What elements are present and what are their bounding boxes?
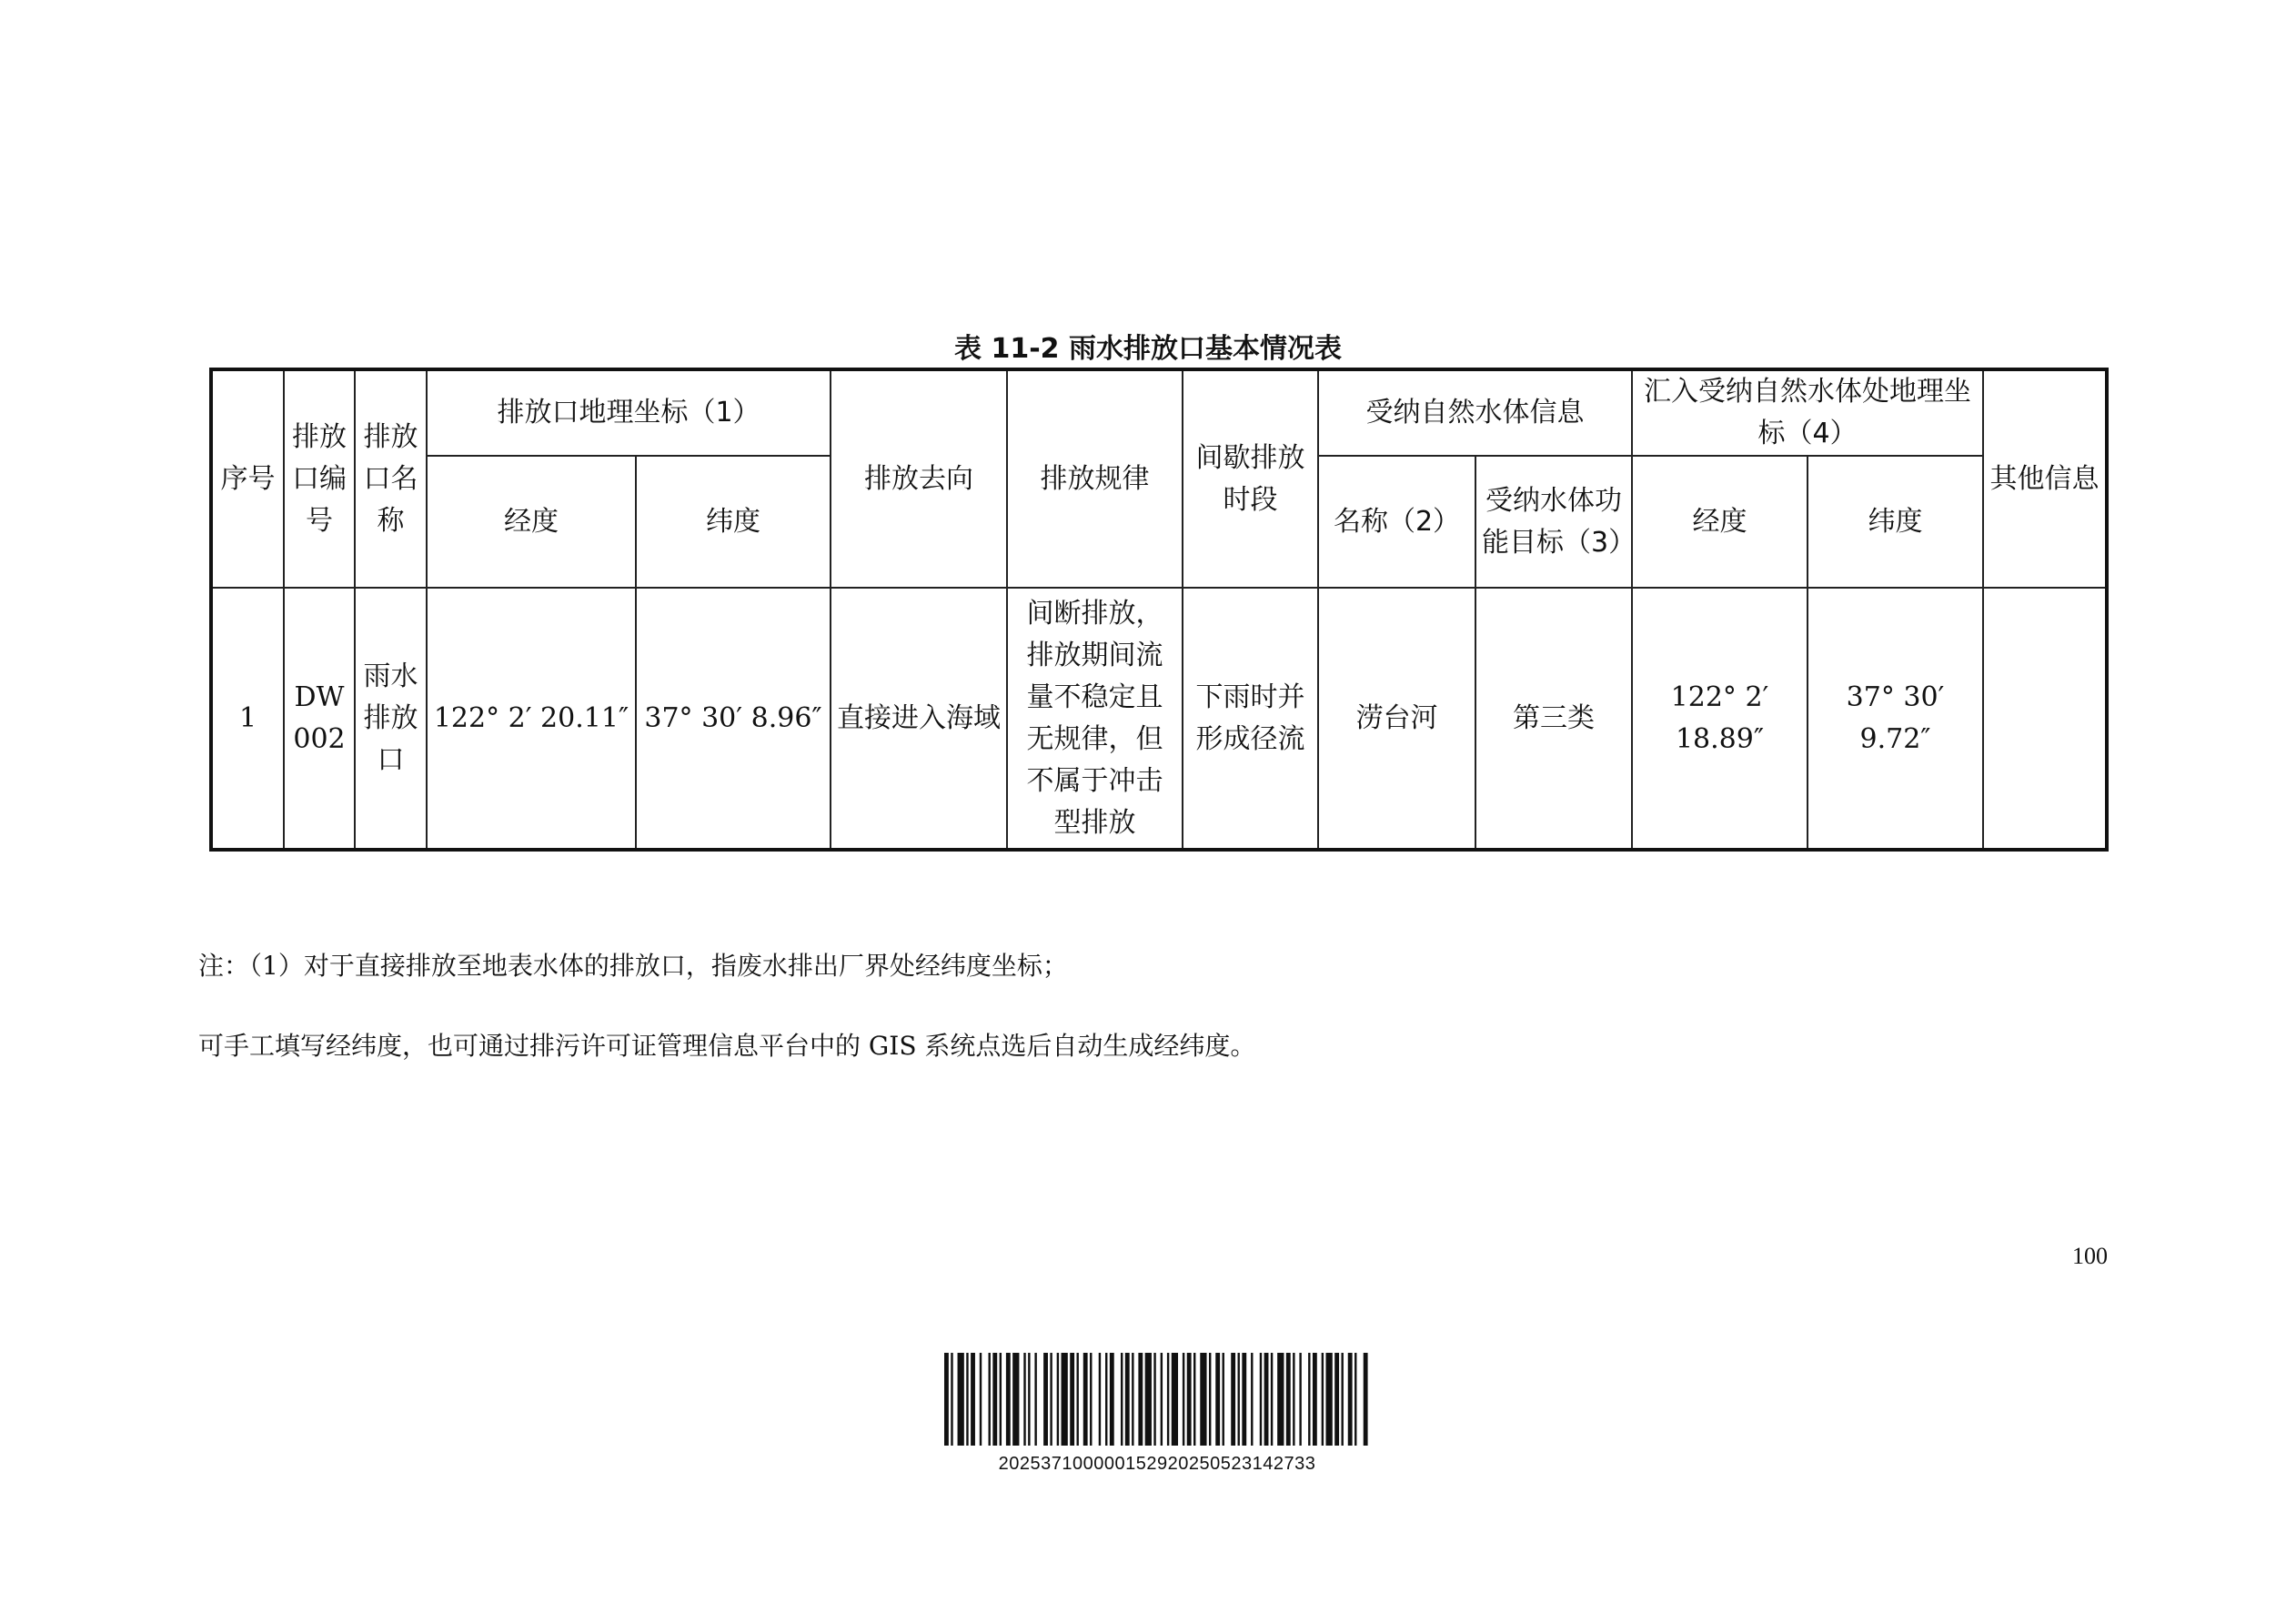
cell-confluence-latitude: 37° 30′ 9.72″ xyxy=(1808,588,1983,850)
header-confluence-longitude: 经度 xyxy=(1632,456,1808,588)
barcode-bar xyxy=(1057,1353,1059,1446)
cell-discharge-direction: 直接进入海域 xyxy=(831,588,1007,850)
header-seq: 序号 xyxy=(211,369,284,588)
cell-outlet-name: 雨水排放口 xyxy=(355,588,427,850)
cell-confluence-longitude: 122° 2′ 18.89″ xyxy=(1632,588,1808,850)
barcode-bar xyxy=(958,1353,964,1446)
table-title: 表 11-2 雨水排放口基本情况表 xyxy=(954,333,1342,365)
cell-discharge-pattern: 间断排放，排放期间流量不稳定且无规律，但不属于冲击型排放 xyxy=(1007,588,1183,850)
barcode-bar xyxy=(971,1353,975,1446)
barcode-bar xyxy=(1023,1353,1025,1446)
barcode-bar xyxy=(951,1353,952,1446)
barcode-bar xyxy=(1322,1353,1324,1446)
header-water-name: 名称（2） xyxy=(1318,456,1475,588)
barcode-bar xyxy=(1034,1353,1036,1446)
header-intermittent-period: 间歇排放时段 xyxy=(1183,369,1318,588)
barcode-bar xyxy=(1099,1353,1101,1446)
barcode-bar xyxy=(1326,1353,1333,1446)
barcode-bar xyxy=(1264,1353,1269,1446)
header-water-function: 受纳水体功能目标（3） xyxy=(1475,456,1632,588)
barcode-bar xyxy=(1161,1353,1163,1446)
barcode-bar xyxy=(1215,1353,1220,1446)
barcode-bar xyxy=(1183,1353,1184,1446)
cell-water-name: 涝台河 xyxy=(1318,588,1475,850)
header-receiving-water: 受纳自然水体信息 xyxy=(1318,369,1632,456)
header-other-info: 其他信息 xyxy=(1983,369,2107,588)
barcode-bar xyxy=(1364,1353,1368,1446)
barcode-bar xyxy=(1076,1353,1078,1446)
barcode-bar xyxy=(1083,1353,1088,1446)
barcode-bar xyxy=(1050,1353,1052,1446)
barcode-bar xyxy=(1286,1353,1291,1446)
barcode-number: 20253710000015292025052314273​3 xyxy=(998,1454,1316,1474)
barcode-bar xyxy=(1193,1353,1195,1446)
barcode-bar xyxy=(1070,1353,1074,1446)
barcode-bar xyxy=(1167,1353,1169,1446)
barcode-bar xyxy=(1138,1353,1143,1446)
cell-latitude: 37° 30′ 8.96″ xyxy=(636,588,831,850)
cell-intermittent-period: 下雨时并形成径流 xyxy=(1183,588,1318,850)
barcode-bar xyxy=(1187,1353,1192,1446)
barcode-bar xyxy=(1354,1353,1356,1446)
barcode-bar xyxy=(1105,1353,1107,1446)
barcode-bar xyxy=(1242,1353,1246,1446)
barcode-bar xyxy=(1260,1353,1262,1446)
barcode-bar xyxy=(992,1353,997,1446)
barcode-bar xyxy=(1006,1353,1011,1446)
barcode-bar xyxy=(1043,1353,1048,1446)
header-outlet-id: 排放口编号 xyxy=(284,369,355,588)
barcode-bar xyxy=(1110,1353,1114,1446)
header-latitude: 纬度 xyxy=(636,456,831,588)
barcode-bar xyxy=(1028,1353,1030,1446)
barcode-bar xyxy=(1299,1353,1301,1446)
barcode-bar xyxy=(1200,1353,1206,1446)
header-geo-coords: 排放口地理坐标（1） xyxy=(427,369,831,456)
note-line-1: 注：（1）对于直接排放至地表水体的排放口，指废水排出厂界处经纬度坐标； xyxy=(198,951,1068,981)
cell-outlet-id: DW002 xyxy=(284,588,355,850)
page-number: 100 xyxy=(2072,1243,2108,1269)
table-row xyxy=(211,588,2107,850)
barcode-bar xyxy=(966,1353,968,1446)
header-longitude: 经度 xyxy=(427,456,636,588)
barcode-bar xyxy=(1341,1353,1343,1446)
barcode-bar xyxy=(1223,1353,1224,1446)
header-discharge-pattern: 排放规律 xyxy=(1007,369,1183,588)
barcode-bar xyxy=(1271,1353,1273,1446)
barcode-bar xyxy=(1313,1353,1317,1446)
header-discharge-direction: 排放去向 xyxy=(831,369,1007,588)
barcode-bar xyxy=(1308,1353,1310,1446)
rainwater-outlet-table xyxy=(209,368,2109,852)
cell-longitude: 122° 2′ 20.11″ xyxy=(427,588,636,850)
barcode-bar xyxy=(1153,1353,1155,1446)
note-line-2: 可手工填写经纬度，也可通过排污许可证管理信息平台中的 GIS 系统点选后自动生成经纬度。 xyxy=(198,1031,1256,1061)
barcode-bar xyxy=(1209,1353,1211,1446)
barcode-bar xyxy=(1000,1353,1002,1446)
header-outlet-name: 排放口名称 xyxy=(355,369,427,588)
cell-seq: 1 xyxy=(211,588,284,850)
barcode-bar xyxy=(1012,1353,1019,1446)
cell-other-info xyxy=(1983,588,2107,850)
barcode-bar xyxy=(944,1353,949,1446)
cell-water-function: 第三类 xyxy=(1475,588,1632,850)
barcode-bar xyxy=(1062,1353,1068,1446)
barcode-bar xyxy=(1121,1353,1123,1446)
barcode-bar xyxy=(1125,1353,1130,1446)
barcode-bar xyxy=(1172,1353,1178,1446)
header-confluence-coords: 汇入受纳自然水体处地理坐标（4） xyxy=(1632,369,1983,456)
barcode-bar xyxy=(1132,1353,1133,1446)
barcode-bar xyxy=(980,1353,982,1446)
barcode-bar xyxy=(1293,1353,1294,1446)
barcode-bar xyxy=(1238,1353,1240,1446)
barcode-bar xyxy=(1231,1353,1235,1446)
barcode-bar xyxy=(1348,1353,1353,1446)
barcode-bar xyxy=(989,1353,991,1446)
barcode-bar xyxy=(1277,1353,1284,1446)
barcode-bar xyxy=(1090,1353,1092,1446)
barcode-bar xyxy=(1251,1353,1253,1446)
header-confluence-latitude: 纬度 xyxy=(1808,456,1983,588)
barcode-image xyxy=(944,1353,1370,1446)
barcode-bar xyxy=(1334,1353,1339,1446)
barcode-bar xyxy=(1145,1353,1152,1446)
